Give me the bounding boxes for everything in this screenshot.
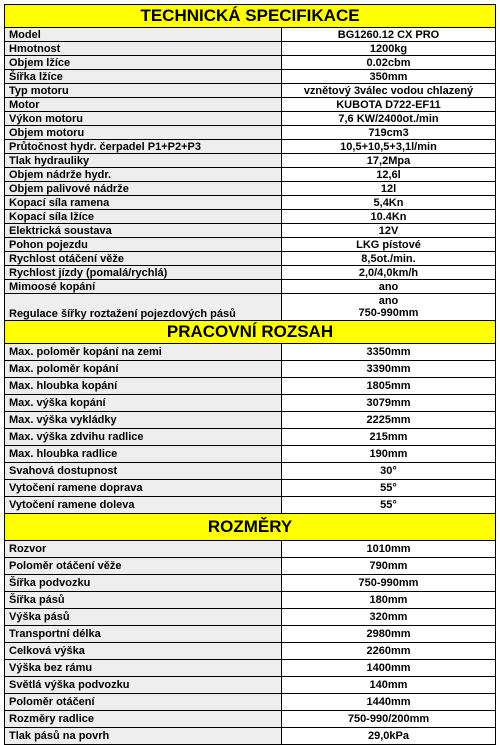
- spec-label: Výška pásů: [5, 609, 282, 626]
- section-title: TECHNICKÁ SPECIFIKACE: [5, 5, 496, 28]
- spec-row: [5, 126, 496, 140]
- spec-value: 3350mm: [282, 344, 496, 361]
- spec-value: 12l: [282, 182, 496, 196]
- spec-value: 350mm: [282, 70, 496, 84]
- spec-value: 1200kg: [282, 42, 496, 56]
- spec-value: 1805mm: [282, 378, 496, 395]
- spec-value: 750-990/200mm: [282, 711, 496, 728]
- spec-value: 3079mm: [282, 395, 496, 412]
- spec-value: 1010mm: [282, 541, 496, 558]
- spec-value: 12,6l: [282, 168, 496, 182]
- spec-label: Vytočení ramene doprava: [5, 480, 282, 497]
- spec-sheet: [4, 4, 495, 745]
- section-title: PRACOVNÍ ROZSAH: [5, 321, 496, 344]
- spec-value: KUBOTA D722-EF11: [282, 98, 496, 112]
- spec-label: Tlak pásů na povrh: [5, 728, 282, 745]
- spec-label: Hmotnost: [5, 42, 282, 56]
- spec-label: Max. hloubka kopání: [5, 378, 282, 395]
- spec-row: [5, 84, 496, 98]
- spec-value: [282, 294, 496, 321]
- spec-label: Mimoosé kopání: [5, 280, 282, 294]
- spec-value: 10.4Kn: [282, 210, 496, 224]
- spec-row: [5, 558, 496, 575]
- spec-value: 55°: [282, 480, 496, 497]
- spec-value: 140mm: [282, 677, 496, 694]
- spec-label: Šířka pásů: [5, 592, 282, 609]
- spec-value: 10,5+10,5+3,1l/min: [282, 140, 496, 154]
- spec-value: 1440mm: [282, 694, 496, 711]
- spec-row: [5, 575, 496, 592]
- section-header-pracovni-rozsah: [5, 321, 496, 344]
- spec-label: Max. výška kopání: [5, 395, 282, 412]
- spec-label: Transportní délka: [5, 626, 282, 643]
- spec-row: [5, 412, 496, 429]
- spec-value: 12V: [282, 224, 496, 238]
- spec-label: Světlá výška podvozku: [5, 677, 282, 694]
- spec-value: 29,0kPa: [282, 728, 496, 745]
- section-title: ROZMĚRY: [5, 514, 496, 541]
- spec-value: 750-990mm: [282, 575, 496, 592]
- spec-label: Objem lžíce: [5, 56, 282, 70]
- spec-label: Max. poloměr kopání: [5, 361, 282, 378]
- spec-row: [5, 660, 496, 677]
- spec-value-line: ano: [378, 295, 399, 307]
- spec-label: Poloměr otáčení věže: [5, 558, 282, 575]
- spec-value: 7,6 KW/2400ot./min: [282, 112, 496, 126]
- spec-value: 0.02cbm: [282, 56, 496, 70]
- spec-row: [5, 28, 496, 42]
- section-header-rozmery: [5, 514, 496, 541]
- spec-label: Pohon pojezdu: [5, 238, 282, 252]
- spec-label: Max. výška zdvihu radlice: [5, 429, 282, 446]
- spec-row: [5, 238, 496, 252]
- spec-value: 719cm3: [282, 126, 496, 140]
- spec-label: Objem palivové nádrže: [5, 182, 282, 196]
- spec-label: Šířka podvozku: [5, 575, 282, 592]
- spec-label: Max. poloměr kopání na zemi: [5, 344, 282, 361]
- spec-row: [5, 643, 496, 660]
- spec-value: 8,5ot./min.: [282, 252, 496, 266]
- spec-value: 3390mm: [282, 361, 496, 378]
- spec-row: [5, 446, 496, 463]
- spec-value: 2260mm: [282, 643, 496, 660]
- spec-row: [5, 196, 496, 210]
- spec-row: [5, 42, 496, 56]
- spec-value: 320mm: [282, 609, 496, 626]
- spec-label: Max. hloubka radlice: [5, 446, 282, 463]
- spec-value: ano: [282, 280, 496, 294]
- spec-row: [5, 480, 496, 497]
- spec-row: [5, 694, 496, 711]
- spec-row: [5, 280, 496, 294]
- spec-row: [5, 361, 496, 378]
- spec-label: Elektrická soustava: [5, 224, 282, 238]
- spec-label: Šířka lžíce: [5, 70, 282, 84]
- spec-value: BG1260.12 CX PRO: [282, 28, 496, 42]
- spec-value: 55°: [282, 497, 496, 514]
- spec-row: [5, 224, 496, 238]
- spec-value: 180mm: [282, 592, 496, 609]
- spec-row: [5, 168, 496, 182]
- spec-row: [5, 98, 496, 112]
- spec-label: Rozměry radlice: [5, 711, 282, 728]
- spec-label: Model: [5, 28, 282, 42]
- spec-row: [5, 609, 496, 626]
- spec-row: [5, 463, 496, 480]
- spec-row: [5, 626, 496, 643]
- spec-value: 1400mm: [282, 660, 496, 677]
- spec-label: Tlak hydrauliky: [5, 154, 282, 168]
- spec-label: Kopací síla lžíce: [5, 210, 282, 224]
- spec-value: 2980mm: [282, 626, 496, 643]
- spec-row: [5, 395, 496, 412]
- spec-row: [5, 294, 496, 321]
- spec-value: 5,4Kn: [282, 196, 496, 210]
- spec-label: Výška bez rámu: [5, 660, 282, 677]
- spec-row: [5, 541, 496, 558]
- spec-row: [5, 56, 496, 70]
- spec-row: [5, 711, 496, 728]
- spec-value: 790mm: [282, 558, 496, 575]
- spec-value: 30°: [282, 463, 496, 480]
- spec-label: Svahová dostupnost: [5, 463, 282, 480]
- spec-row: [5, 112, 496, 126]
- spec-row: [5, 497, 496, 514]
- spec-label: Výkon motoru: [5, 112, 282, 126]
- spec-row: [5, 182, 496, 196]
- spec-label: Regulace šířky roztažení pojezdových pásů: [5, 294, 282, 321]
- spec-row: [5, 677, 496, 694]
- spec-value: 215mm: [282, 429, 496, 446]
- spec-row: [5, 592, 496, 609]
- spec-label: Rozvor: [5, 541, 282, 558]
- spec-value-line: 750-990mm: [358, 307, 419, 319]
- spec-label: Průtočnost hydr. čerpadel P1+P2+P3: [5, 140, 282, 154]
- spec-row: [5, 344, 496, 361]
- spec-value: 190mm: [282, 446, 496, 463]
- spec-row: [5, 154, 496, 168]
- spec-value: LKG pístové: [282, 238, 496, 252]
- spec-value: 17,2Mpa: [282, 154, 496, 168]
- spec-label: Objem motoru: [5, 126, 282, 140]
- spec-label: Kopací síla ramena: [5, 196, 282, 210]
- section-header-specifikace: [5, 5, 496, 28]
- spec-row: [5, 140, 496, 154]
- spec-label: Typ motoru: [5, 84, 282, 98]
- spec-label: Celková výška: [5, 643, 282, 660]
- spec-row: [5, 728, 496, 745]
- spec-row: [5, 378, 496, 395]
- spec-label: Max. výška vykládky: [5, 412, 282, 429]
- spec-row: [5, 70, 496, 84]
- spec-row: [5, 266, 496, 280]
- spec-row: [5, 210, 496, 224]
- spec-value: vznětový 3válec vodou chlazený: [282, 84, 496, 98]
- spec-value: 2,0/4,0km/h: [282, 266, 496, 280]
- spec-label: Objem nádrže hydr.: [5, 168, 282, 182]
- spec-label: Rychlost jízdy (pomalá/rychlá): [5, 266, 282, 280]
- spec-label: Vytočení ramene doleva: [5, 497, 282, 514]
- spec-row: [5, 429, 496, 446]
- spec-value: 2225mm: [282, 412, 496, 429]
- spec-label: Motor: [5, 98, 282, 112]
- spec-table: [4, 4, 496, 745]
- spec-label: Rychlost otáčení věže: [5, 252, 282, 266]
- spec-label: Poloměr otáčení: [5, 694, 282, 711]
- spec-row: [5, 252, 496, 266]
